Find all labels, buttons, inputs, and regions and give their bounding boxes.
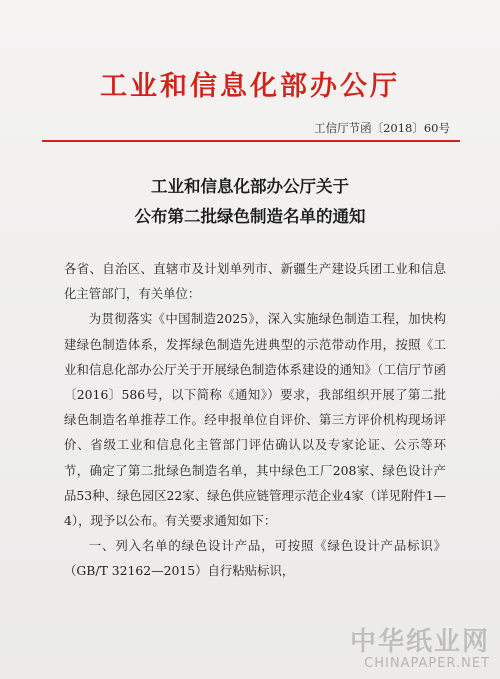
body-paragraph-1: 为贯彻落实《中国制造2025》，深入实施绿色制造工程，加快构建绿色制造体系，发挥绿色制造先进典型的示范带动作用，按照《工业和信息化部办公厅关于开展绿色制造体系建设的通知》（工信厅节函〔2016〕586号，以下简称《通知》）要求，我部组织开展了第二批绿色制造名单推荐工作。经申报单位自评价、第三方评价机构现场评价、省级工业和信息化主管部门评估确认以及专家论证、公示等环节，确定了第二批绿色制造名单，其中绿色工厂208家、绿色设计产品53种、绿色园区22家、绿色供应链管理示范企业4家（详见附件1—4），现予以公布。有关要求通知如下： — [64, 311, 446, 529]
salutation: 各省、自治区、直辖市及计划单列市、新疆生产建设兵团工业和信息化主管部门，有关单位： — [64, 261, 446, 302]
org-header-title: 工业和信息化部办公厅 — [100, 71, 400, 102]
watermark-chinese: 中华纸业网 — [349, 627, 490, 657]
notice-body — [64, 256, 446, 584]
notice-title — [0, 172, 500, 232]
watermark-english: CHINAPAPER.NET — [364, 656, 490, 671]
document-number: 工信厅节函〔2018〕60号 — [314, 121, 450, 135]
red-divider-line — [42, 140, 460, 142]
notice-title-line-1: 工业和信息化部办公厅关于 — [151, 177, 349, 196]
notice-title-line-2: 公布第二批绿色制造名单的通知 — [134, 207, 366, 226]
site-watermark — [350, 628, 490, 671]
body-paragraph-2: 一、列入名单的绿色设计产品，可按照《绿色设计产品标识》（GB/T 32162—2015）自行粘贴标识， — [64, 538, 446, 579]
